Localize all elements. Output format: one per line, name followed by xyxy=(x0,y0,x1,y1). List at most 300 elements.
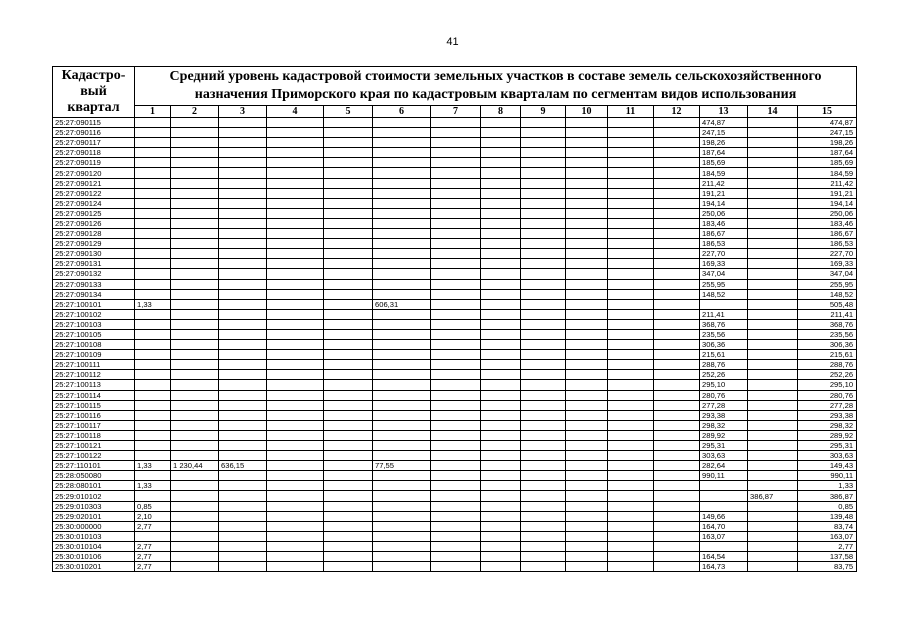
value-cell xyxy=(171,430,219,440)
value-cell xyxy=(521,249,566,259)
value-cell xyxy=(748,329,798,339)
value-cell xyxy=(566,198,608,208)
value-cell xyxy=(324,128,373,138)
value-cell xyxy=(608,562,654,572)
value-cell xyxy=(566,451,608,461)
value-cell xyxy=(481,138,521,148)
column-number-header: 4 xyxy=(267,106,324,118)
value-cell xyxy=(654,380,700,390)
value-cell xyxy=(171,299,219,309)
column-number-header: 2 xyxy=(171,106,219,118)
cadastral-quarter-cell: 25:27:090122 xyxy=(53,188,135,198)
value-cell xyxy=(324,511,373,521)
value-cell xyxy=(654,289,700,299)
value-cell xyxy=(608,229,654,239)
value-cell xyxy=(654,299,700,309)
table-row xyxy=(53,259,857,269)
value-cell: 295,31 xyxy=(798,441,857,451)
value-cell xyxy=(267,380,324,390)
value-cell xyxy=(608,239,654,249)
value-cell xyxy=(219,269,267,279)
column-number-header: 9 xyxy=(521,106,566,118)
value-cell xyxy=(373,239,431,249)
value-cell xyxy=(481,118,521,128)
value-cell xyxy=(431,208,481,218)
value-cell xyxy=(373,350,431,360)
value-cell xyxy=(219,259,267,269)
value-cell xyxy=(324,441,373,451)
value-cell xyxy=(481,229,521,239)
table-row xyxy=(53,319,857,329)
value-cell xyxy=(219,168,267,178)
cadastral-value-table xyxy=(52,66,857,572)
table-row xyxy=(53,289,857,299)
value-cell xyxy=(324,319,373,329)
value-cell xyxy=(267,400,324,410)
value-cell xyxy=(431,552,481,562)
value-cell: 505,48 xyxy=(798,299,857,309)
value-cell xyxy=(171,208,219,218)
value-cell xyxy=(373,188,431,198)
value-cell xyxy=(324,158,373,168)
table-row xyxy=(53,451,857,461)
value-cell xyxy=(324,410,373,420)
value-cell xyxy=(171,501,219,511)
cadastral-quarter-cell: 25:30:010103 xyxy=(53,531,135,541)
value-cell xyxy=(135,218,171,228)
value-cell xyxy=(219,249,267,259)
value-cell xyxy=(219,501,267,511)
value-cell xyxy=(324,309,373,319)
value-cell xyxy=(521,420,566,430)
value-cell: 77,55 xyxy=(373,461,431,471)
cadastral-quarter-cell: 25:30:010106 xyxy=(53,552,135,562)
value-cell xyxy=(748,118,798,128)
value-cell xyxy=(373,178,431,188)
value-cell xyxy=(608,430,654,440)
value-cell xyxy=(171,562,219,572)
value-cell xyxy=(521,350,566,360)
cadastral-quarter-cell: 25:27:090132 xyxy=(53,269,135,279)
value-cell xyxy=(219,329,267,339)
value-cell xyxy=(608,521,654,531)
value-cell xyxy=(654,461,700,471)
value-cell xyxy=(521,269,566,279)
value-cell xyxy=(521,239,566,249)
value-cell: 247,15 xyxy=(700,128,748,138)
cadastral-quarter-cell: 25:27:090130 xyxy=(53,249,135,259)
value-cell: 306,36 xyxy=(700,340,748,350)
value-cell xyxy=(654,562,700,572)
value-cell xyxy=(566,370,608,380)
value-cell xyxy=(566,128,608,138)
value-cell: 0,85 xyxy=(798,501,857,511)
value-cell: 164,70 xyxy=(700,521,748,531)
value-cell: 227,70 xyxy=(700,249,748,259)
value-cell: 606,31 xyxy=(373,299,431,309)
value-cell xyxy=(267,279,324,289)
value-cell xyxy=(521,410,566,420)
value-cell xyxy=(267,329,324,339)
value-cell xyxy=(608,309,654,319)
value-cell xyxy=(135,471,171,481)
value-cell xyxy=(267,410,324,420)
value-cell xyxy=(608,340,654,350)
value-cell xyxy=(521,481,566,491)
table-row xyxy=(53,198,857,208)
value-cell xyxy=(431,441,481,451)
value-cell xyxy=(521,370,566,380)
value-cell xyxy=(654,420,700,430)
value-cell xyxy=(521,309,566,319)
value-cell xyxy=(748,168,798,178)
value-cell xyxy=(481,158,521,168)
value-cell xyxy=(373,208,431,218)
value-cell xyxy=(748,552,798,562)
value-cell xyxy=(219,420,267,430)
value-cell xyxy=(135,239,171,249)
table-row xyxy=(53,279,857,289)
table-row xyxy=(53,562,857,572)
value-cell xyxy=(373,259,431,269)
table-row xyxy=(53,430,857,440)
value-cell xyxy=(654,239,700,249)
value-cell xyxy=(171,491,219,501)
value-cell xyxy=(566,259,608,269)
value-cell xyxy=(373,491,431,501)
column-number-header: 11 xyxy=(608,106,654,118)
value-cell: 169,33 xyxy=(798,259,857,269)
value-cell: 303,63 xyxy=(700,451,748,461)
value-cell xyxy=(566,168,608,178)
value-cell xyxy=(748,451,798,461)
value-cell xyxy=(219,531,267,541)
value-cell: 211,42 xyxy=(798,178,857,188)
cadastral-quarter-cell: 25:27:110101 xyxy=(53,461,135,471)
value-cell xyxy=(219,481,267,491)
table-row xyxy=(53,531,857,541)
cadastral-quarter-cell: 25:27:090125 xyxy=(53,208,135,218)
value-cell xyxy=(481,441,521,451)
column-number-header: 1 xyxy=(135,106,171,118)
value-cell: 1,33 xyxy=(135,299,171,309)
value-cell xyxy=(748,289,798,299)
value-cell xyxy=(521,541,566,551)
value-cell xyxy=(219,208,267,218)
value-cell xyxy=(566,158,608,168)
value-cell xyxy=(171,521,219,531)
value-cell xyxy=(431,340,481,350)
cadastral-quarter-cell: 25:28:050080 xyxy=(53,471,135,481)
value-cell: 277,28 xyxy=(798,400,857,410)
value-cell xyxy=(566,138,608,148)
value-cell xyxy=(324,249,373,259)
value-cell xyxy=(373,471,431,481)
cadastral-quarter-cell: 25:27:100102 xyxy=(53,309,135,319)
value-cell xyxy=(431,178,481,188)
value-cell xyxy=(654,279,700,289)
table-row xyxy=(53,471,857,481)
value-cell xyxy=(431,430,481,440)
value-cell: 289,92 xyxy=(700,430,748,440)
value-cell xyxy=(171,128,219,138)
value-cell xyxy=(521,168,566,178)
value-cell xyxy=(324,461,373,471)
value-cell xyxy=(171,380,219,390)
value-cell xyxy=(700,481,748,491)
value-cell xyxy=(171,400,219,410)
value-cell xyxy=(324,491,373,501)
table-row xyxy=(53,128,857,138)
value-cell xyxy=(431,269,481,279)
value-cell xyxy=(566,279,608,289)
table-row xyxy=(53,340,857,350)
value-cell xyxy=(431,188,481,198)
value-cell xyxy=(566,229,608,239)
value-cell: 636,15 xyxy=(219,461,267,471)
value-cell xyxy=(431,289,481,299)
value-cell xyxy=(171,329,219,339)
value-cell xyxy=(431,420,481,430)
value-cell xyxy=(431,239,481,249)
value-cell: 282,64 xyxy=(700,461,748,471)
value-cell xyxy=(481,562,521,572)
value-cell xyxy=(481,269,521,279)
value-cell xyxy=(267,541,324,551)
value-cell xyxy=(748,370,798,380)
value-cell xyxy=(748,309,798,319)
value-cell xyxy=(608,461,654,471)
value-cell xyxy=(566,420,608,430)
value-cell xyxy=(373,168,431,178)
value-cell xyxy=(267,461,324,471)
column-number-header: 7 xyxy=(431,106,481,118)
value-cell xyxy=(748,198,798,208)
value-cell xyxy=(219,471,267,481)
value-cell xyxy=(373,541,431,551)
value-cell xyxy=(654,249,700,259)
value-cell xyxy=(566,562,608,572)
value-cell xyxy=(748,340,798,350)
value-cell xyxy=(267,471,324,481)
table-row xyxy=(53,239,857,249)
value-cell xyxy=(431,471,481,481)
value-cell xyxy=(521,521,566,531)
value-cell xyxy=(267,319,324,329)
value-cell xyxy=(267,168,324,178)
value-cell xyxy=(654,441,700,451)
value-cell xyxy=(219,410,267,420)
table-row xyxy=(53,541,857,551)
value-cell xyxy=(748,128,798,138)
value-cell xyxy=(219,178,267,188)
value-cell xyxy=(521,552,566,562)
value-cell: 2,77 xyxy=(798,541,857,551)
cadastral-quarter-cell: 25:27:090117 xyxy=(53,138,135,148)
cadastral-quarter-cell: 25:27:100114 xyxy=(53,390,135,400)
value-cell xyxy=(373,521,431,531)
cadastral-quarter-cell: 25:27:090119 xyxy=(53,158,135,168)
value-cell xyxy=(566,501,608,511)
value-cell xyxy=(324,350,373,360)
value-cell xyxy=(171,390,219,400)
value-cell xyxy=(267,269,324,279)
value-cell xyxy=(566,380,608,390)
value-cell xyxy=(135,491,171,501)
value-cell xyxy=(219,380,267,390)
value-cell xyxy=(608,451,654,461)
value-cell: 255,95 xyxy=(700,279,748,289)
value-cell xyxy=(219,441,267,451)
value-cell xyxy=(654,309,700,319)
value-cell xyxy=(135,229,171,239)
value-cell: 474,87 xyxy=(798,118,857,128)
value-cell xyxy=(135,289,171,299)
value-cell: 164,54 xyxy=(700,552,748,562)
value-cell xyxy=(608,188,654,198)
cadastral-quarter-cell: 25:27:100112 xyxy=(53,370,135,380)
value-cell xyxy=(481,198,521,208)
value-cell: 298,32 xyxy=(798,420,857,430)
value-cell xyxy=(267,491,324,501)
value-cell xyxy=(171,148,219,158)
value-cell: 184,59 xyxy=(700,168,748,178)
cadastral-quarter-cell: 25:27:090133 xyxy=(53,279,135,289)
value-cell xyxy=(267,118,324,128)
value-cell xyxy=(267,350,324,360)
value-cell xyxy=(324,118,373,128)
value-cell xyxy=(608,541,654,551)
column-number-header: 6 xyxy=(373,106,431,118)
table-row xyxy=(53,370,857,380)
value-cell: 169,33 xyxy=(700,259,748,269)
value-cell: 184,59 xyxy=(798,168,857,178)
value-cell xyxy=(267,309,324,319)
value-cell xyxy=(135,380,171,390)
value-cell xyxy=(373,552,431,562)
value-cell xyxy=(654,430,700,440)
value-cell xyxy=(135,208,171,218)
value-cell xyxy=(324,148,373,158)
value-cell xyxy=(324,208,373,218)
value-cell: 2,77 xyxy=(135,541,171,551)
value-cell xyxy=(608,511,654,521)
table-row xyxy=(53,360,857,370)
value-cell: 194,14 xyxy=(700,198,748,208)
value-cell xyxy=(654,552,700,562)
value-cell xyxy=(373,329,431,339)
value-cell xyxy=(267,511,324,521)
value-cell xyxy=(324,380,373,390)
value-cell xyxy=(654,229,700,239)
value-cell xyxy=(748,208,798,218)
column-number-header: 5 xyxy=(324,106,373,118)
value-cell xyxy=(324,390,373,400)
value-cell: 149,66 xyxy=(700,511,748,521)
value-cell xyxy=(373,531,431,541)
value-cell xyxy=(481,420,521,430)
cadastral-quarter-cell: 25:28:080101 xyxy=(53,481,135,491)
value-cell xyxy=(566,410,608,420)
value-cell xyxy=(373,279,431,289)
value-cell xyxy=(373,380,431,390)
value-cell xyxy=(608,259,654,269)
value-cell xyxy=(608,249,654,259)
value-cell: 183,46 xyxy=(798,218,857,228)
value-cell xyxy=(135,350,171,360)
value-cell xyxy=(566,239,608,249)
value-cell xyxy=(566,531,608,541)
value-cell xyxy=(135,269,171,279)
value-cell xyxy=(521,319,566,329)
value-cell xyxy=(135,340,171,350)
value-cell xyxy=(324,138,373,148)
value-cell xyxy=(431,299,481,309)
value-cell xyxy=(135,118,171,128)
value-cell xyxy=(324,168,373,178)
value-cell: 198,26 xyxy=(700,138,748,148)
value-cell xyxy=(219,562,267,572)
value-cell xyxy=(373,118,431,128)
value-cell xyxy=(373,370,431,380)
value-cell xyxy=(608,168,654,178)
value-cell xyxy=(748,521,798,531)
value-cell xyxy=(608,380,654,390)
value-cell xyxy=(431,370,481,380)
value-cell xyxy=(481,360,521,370)
cadastral-quarter-cell: 25:29:020101 xyxy=(53,511,135,521)
value-cell xyxy=(431,218,481,228)
value-cell xyxy=(521,390,566,400)
table-row xyxy=(53,208,857,218)
value-cell xyxy=(219,289,267,299)
value-cell xyxy=(373,430,431,440)
value-cell: 368,76 xyxy=(798,319,857,329)
value-cell xyxy=(521,279,566,289)
table-row xyxy=(53,168,857,178)
value-cell xyxy=(431,168,481,178)
value-cell: 288,76 xyxy=(700,360,748,370)
value-cell xyxy=(219,239,267,249)
table-row xyxy=(53,400,857,410)
value-cell xyxy=(267,178,324,188)
value-cell xyxy=(608,552,654,562)
value-cell: 198,26 xyxy=(798,138,857,148)
value-cell xyxy=(481,188,521,198)
value-cell xyxy=(654,218,700,228)
value-cell xyxy=(324,481,373,491)
cadastral-quarter-cell: 25:29:010102 xyxy=(53,491,135,501)
cadastral-quarter-cell: 25:27:100118 xyxy=(53,430,135,440)
cadastral-quarter-cell: 25:27:090115 xyxy=(53,118,135,128)
value-cell xyxy=(481,531,521,541)
value-cell xyxy=(608,148,654,158)
table-row xyxy=(53,138,857,148)
value-cell xyxy=(521,380,566,390)
value-cell: 163,07 xyxy=(798,531,857,541)
value-cell xyxy=(324,471,373,481)
value-cell xyxy=(267,218,324,228)
value-cell xyxy=(748,229,798,239)
cadastral-quarter-cell: 25:27:100121 xyxy=(53,441,135,451)
value-cell xyxy=(521,430,566,440)
value-cell: 227,70 xyxy=(798,249,857,259)
page-number: 41 xyxy=(446,36,459,48)
value-cell xyxy=(324,420,373,430)
value-cell xyxy=(171,269,219,279)
table-row xyxy=(53,148,857,158)
value-cell: 149,43 xyxy=(798,461,857,471)
